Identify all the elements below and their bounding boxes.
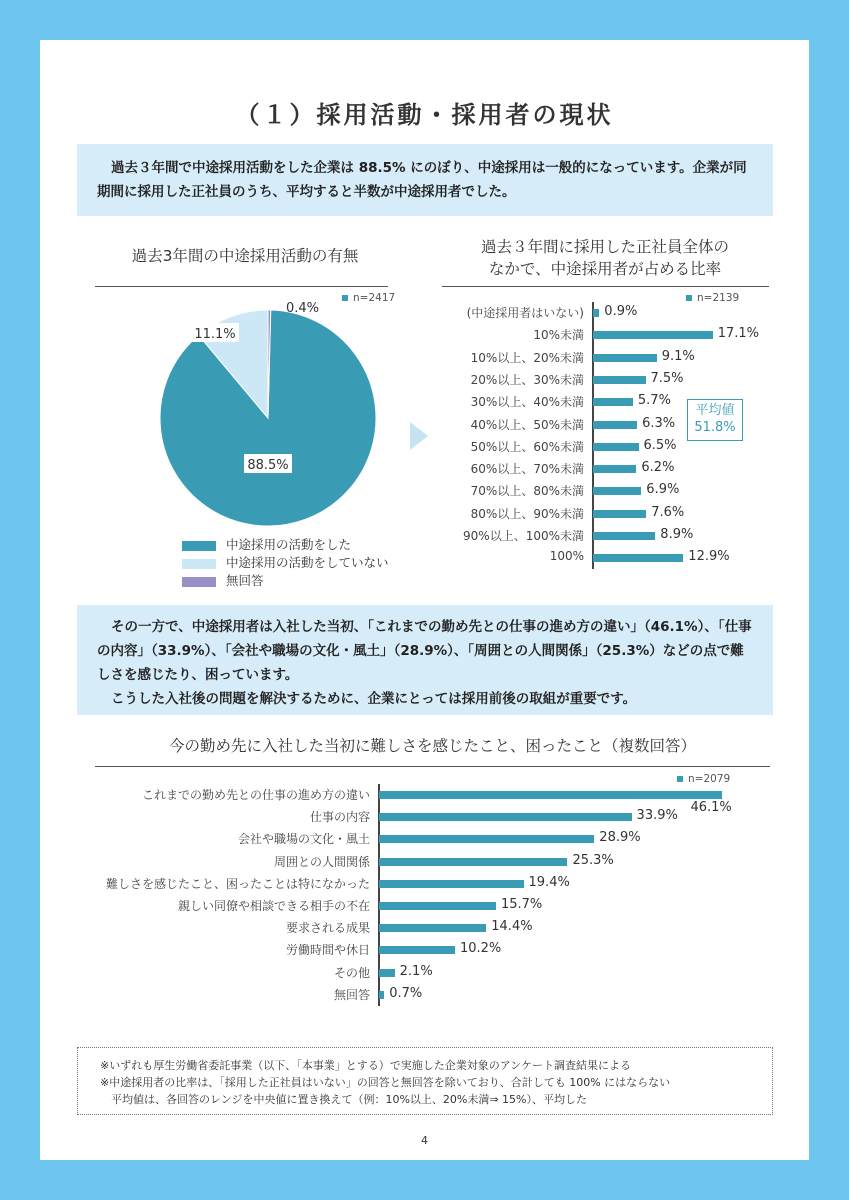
bar-value-label: 6.9% bbox=[646, 482, 680, 498]
category-label: 40%以上、50%未満 bbox=[470, 417, 584, 432]
bar-value-label: 5.7% bbox=[637, 393, 671, 409]
pie-title-rule bbox=[95, 286, 388, 287]
bar bbox=[379, 880, 524, 888]
note-line: ※中途採用者の比率は、「採用した正社員はいない」の回答と無回答を除いており、合計しても 100% にはならない bbox=[100, 1076, 671, 1089]
bar bbox=[593, 465, 636, 473]
bar bbox=[379, 835, 594, 843]
category-label: 労働時間や休日 bbox=[285, 943, 370, 958]
category-label: 親しい同僚や相談できる相手の不在 bbox=[177, 899, 370, 913]
ratio-n-label: n=2139 bbox=[686, 292, 739, 304]
legend-item-no-answer: 無回答 bbox=[182, 571, 264, 589]
category-label: 10%未満 bbox=[533, 328, 584, 343]
pie-value-label: 0.4% bbox=[286, 301, 320, 316]
legend-item-did: 中途採用の活動をした bbox=[182, 535, 351, 553]
bar-value-label: 8.9% bbox=[660, 527, 694, 542]
intro-box bbox=[77, 144, 773, 216]
category-label: 仕事の内容 bbox=[309, 810, 370, 825]
category-label: 難しさを感じたこと、困ったことは特になかった bbox=[105, 876, 370, 891]
legend-swatch bbox=[182, 577, 216, 587]
bar-value-label: 17.1% bbox=[717, 326, 759, 342]
pie-n-label: n=2417 bbox=[342, 292, 395, 304]
category-label: 10%以上、20%未満 bbox=[470, 350, 584, 365]
page-title: （１）採用活動・採用者の現状 bbox=[235, 101, 614, 129]
pie-chart bbox=[140, 292, 400, 532]
bar-value-label: 7.5% bbox=[650, 370, 684, 386]
bar-value-label: 12.9% bbox=[688, 549, 730, 565]
bar-value-label: 14.4% bbox=[491, 919, 533, 935]
category-label: 50%以上、60%未満 bbox=[470, 439, 584, 454]
bar-value-label: 28.9% bbox=[599, 830, 641, 846]
category-label: 100% bbox=[549, 549, 584, 564]
bar bbox=[593, 554, 683, 562]
bar bbox=[379, 946, 455, 954]
bar bbox=[379, 924, 486, 932]
middle-text-box bbox=[77, 605, 773, 715]
note-line: 平均値は、各回答のレンジを中央値に置き換えて（例：10%以上、20%未満⇒ 15%）、平均した bbox=[100, 1093, 588, 1106]
average-value-box: 平均値 51.8% bbox=[687, 399, 743, 441]
bar bbox=[593, 354, 657, 362]
difficulty-chart-title: 今の勤め先に入社した当初に難しさを感じたこと、困ったこと（複数回答） bbox=[168, 737, 696, 755]
bar-value-label: 10.2% bbox=[459, 941, 502, 957]
bar-value-label: 0.9% bbox=[604, 304, 638, 319]
category-label: 無回答 bbox=[333, 987, 370, 1002]
category-label: (中途採用者はいない) bbox=[466, 306, 584, 320]
bar bbox=[593, 443, 639, 451]
pie-value-label: 88.5% bbox=[247, 458, 289, 473]
category-label: 周囲との人間関係 bbox=[273, 854, 370, 869]
bar bbox=[593, 487, 641, 495]
bar bbox=[593, 421, 637, 429]
middle-text-para2: こうした入社後の問題を解決するために、企業にとっては採用前後の取組が重要です。 bbox=[111, 691, 637, 707]
category-label: 要求される成果 bbox=[285, 921, 370, 936]
bar-value-label: 15.7% bbox=[500, 897, 543, 912]
legend-swatch bbox=[182, 559, 216, 569]
notes-box bbox=[77, 1047, 773, 1115]
page-number: 4 bbox=[421, 1134, 428, 1147]
note-line: ※いずれも厚生労働省委託事業（以下、「本事業」とする）で実施した企業対象のアンケート調査結果による bbox=[100, 1059, 632, 1072]
chart-axis bbox=[592, 302, 594, 570]
bar-value-label: 0.7% bbox=[389, 985, 423, 1001]
pie-chart-title: 過去3年間の中途採用活動の有無 bbox=[131, 247, 359, 265]
bar bbox=[593, 331, 713, 339]
category-label: 90%以上、100%未満 bbox=[463, 529, 584, 543]
bar-value-label: 19.4% bbox=[528, 874, 570, 890]
bar-value-label: 7.6% bbox=[651, 504, 685, 520]
category-label: 80%以上、90%未満 bbox=[470, 506, 584, 521]
legend-swatch bbox=[182, 541, 216, 551]
difficulty-n-label: n=2079 bbox=[677, 773, 730, 785]
category-label: これまでの勤め先との仕事の進め方の違い bbox=[141, 788, 370, 802]
bar bbox=[593, 532, 655, 540]
bar-value-label: 6.2% bbox=[641, 460, 675, 476]
bar bbox=[593, 398, 633, 406]
bar bbox=[379, 991, 384, 999]
bar-value-label: 46.1% bbox=[690, 800, 732, 815]
ratio-title-rule bbox=[442, 286, 769, 287]
pie-value-label: 11.1% bbox=[194, 327, 236, 342]
bar-value-label: 6.3% bbox=[642, 415, 676, 431]
bar-value-label: 25.3% bbox=[572, 852, 614, 868]
legend-item-did-not: 中途採用の活動をしていない bbox=[182, 553, 389, 571]
difficulty-title-rule bbox=[95, 766, 770, 767]
bar bbox=[379, 969, 395, 977]
bar bbox=[593, 510, 646, 518]
arrow-icon bbox=[408, 420, 430, 452]
bar-value-label: 2.1% bbox=[399, 963, 433, 979]
legend-square-icon bbox=[677, 776, 683, 782]
bar-value-label: 33.9% bbox=[636, 808, 678, 824]
bar bbox=[379, 791, 722, 799]
category-label: その他 bbox=[333, 965, 370, 980]
bar bbox=[379, 813, 632, 821]
middle-text-para1: その一方で、中途採用者は入社した当初、「これまでの勤め先との仕事の進め方の違い」（46.1%）、「仕事の内容」（33.9%）、「会社や職場の文化・風土」（28.9%）、「周囲との人間関係」（25.3%）などの点で難しさを感じたり、困っています。 bbox=[97, 619, 752, 683]
page bbox=[40, 40, 809, 1160]
category-label: 70%以上、80%未満 bbox=[470, 484, 584, 499]
category-label: 60%以上、70%未満 bbox=[470, 462, 584, 477]
bar bbox=[379, 902, 496, 910]
intro-text: 過去３年間で中途採用活動をした企業は 88.5% にのぼり、中途採用は一般的になっています。企業が同期間に採用した正社員のうち、平均すると半数が中途採用者でした。 bbox=[97, 160, 747, 200]
bar bbox=[593, 309, 599, 317]
category-label: 30%以上、40%未満 bbox=[470, 395, 584, 410]
legend-square-icon bbox=[686, 295, 692, 301]
category-label: 会社や職場の文化・風土 bbox=[237, 832, 370, 847]
pie-slices bbox=[160, 310, 376, 526]
bar bbox=[593, 376, 646, 384]
bar bbox=[379, 858, 567, 866]
bar-value-label: 6.5% bbox=[643, 437, 677, 453]
ratio-chart-title: 過去３年間に採用した正社員全体の なかで、中途採用者が占める比率 bbox=[480, 238, 729, 278]
bar-value-label: 9.1% bbox=[661, 348, 695, 364]
category-label: 20%以上、30%未満 bbox=[470, 372, 584, 387]
